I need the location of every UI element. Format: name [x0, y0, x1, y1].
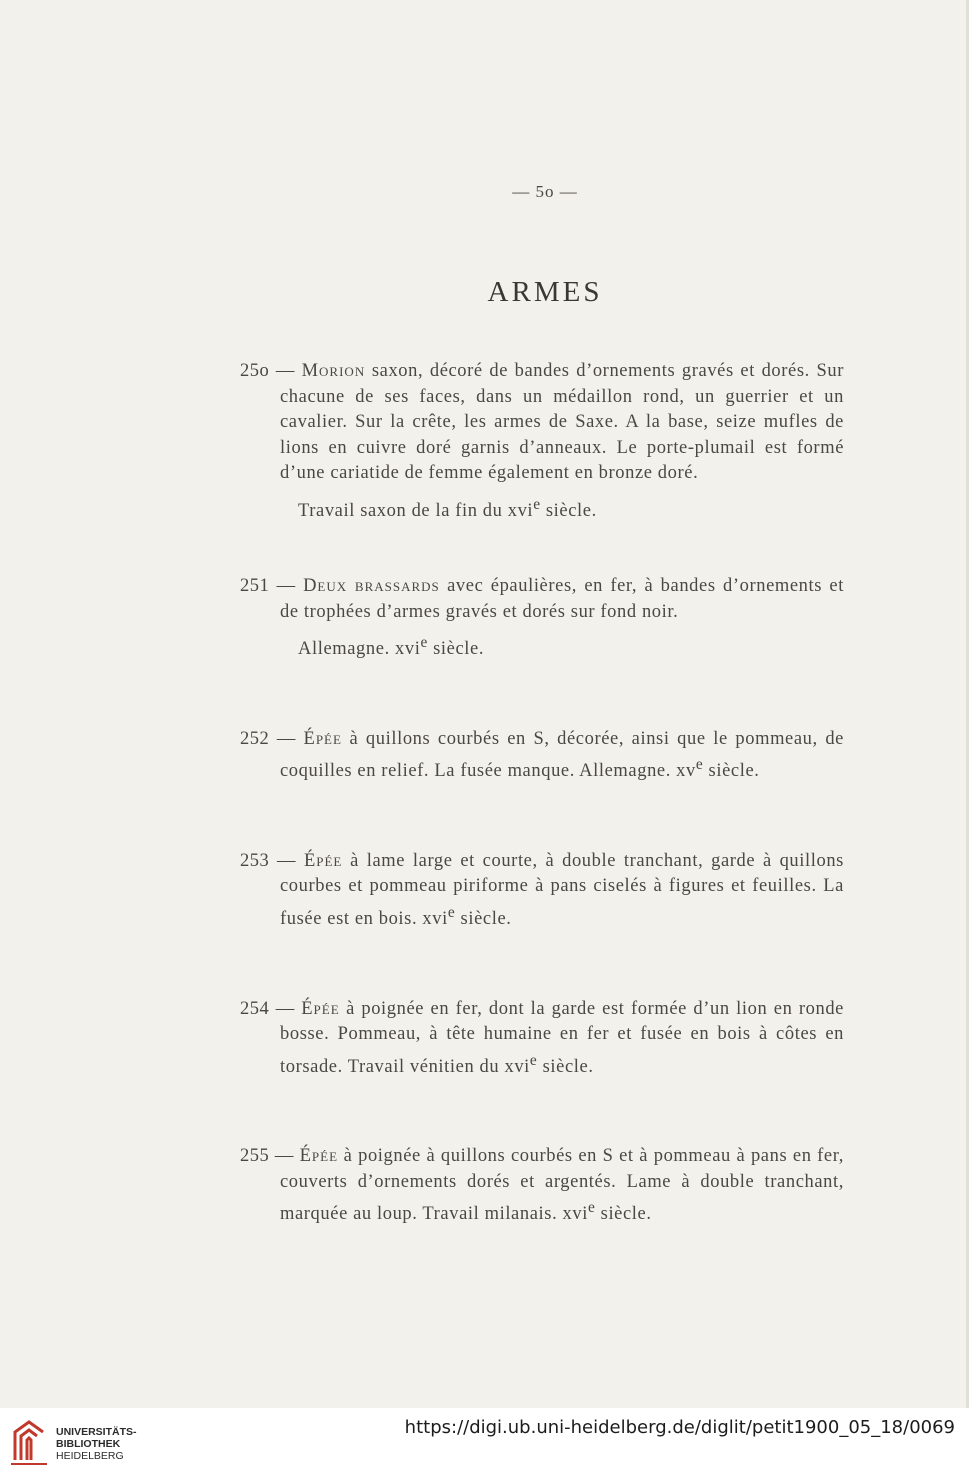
entry-dash: —	[269, 728, 304, 749]
library-name-line: HEIDELBERG	[56, 1450, 124, 1462]
catalogue-entry	[240, 849, 844, 933]
page-number: — 5o —	[512, 182, 578, 201]
library-name-line: BIBLIOTHEK	[56, 1438, 121, 1450]
entry-number: 251	[240, 576, 270, 597]
entry-sup: e	[587, 1199, 596, 1217]
entry-sup: e	[529, 1051, 538, 1069]
entry-heading: Épée	[299, 1146, 339, 1167]
entry-number: 252	[240, 728, 270, 749]
entry-note-end: siècle.	[427, 639, 485, 660]
entry-number: 253	[240, 850, 270, 871]
entry-text-end: siècle.	[537, 1056, 594, 1077]
entry-dash: —	[269, 361, 302, 381]
entry-text: à poignée à quillons courbés en S et à pommeau à pans en fer, couverts d’ornements dorés et argentés. Lame à double tranchant, marquée au loup. Travail milanais. xvi	[280, 1146, 844, 1225]
entry-text: à lame large et courte, à double tranchant, garde à quillons courbes et pommeau piriforme à pans ciselés à figures et feuilles. La fusée est en bois. xvi	[280, 850, 844, 930]
entry-note-sup: e	[420, 634, 428, 652]
entry-number: 254	[240, 998, 270, 1019]
entry-note-sup: e	[533, 495, 541, 513]
source-url-link[interactable]: https://digi.ub.uni-heidelberg.de/diglit/petit1900_05_18/0069	[404, 1417, 955, 1438]
entry-note	[280, 630, 844, 663]
entry-heading: Épée	[303, 728, 342, 749]
library-logo-icon	[9, 1416, 49, 1466]
catalogue-entries	[240, 359, 844, 1292]
entry-text: saxon, décoré de bandes d’ornements gravés et dorés. Sur chacune de ses faces, dans un médaillon rond, un guerrier et un cavalier. Sur la crête, les armes de Saxe. A la base, seize mufles de lions en cuivre doré garnis d’anneaux. Le porte-plumail est formé d’une cariatide de femme également en bronze doré.	[280, 361, 844, 483]
entry-heading: Épée	[301, 998, 340, 1019]
entry-text: avec épaulières, en fer, à bandes d’ornements et de trophées d’armes gravés et dorés sur fond noir.	[280, 576, 844, 622]
entry-text-end: siècle.	[595, 1204, 652, 1225]
entry-dash: —	[269, 998, 302, 1019]
entry-heading: Deux brassards	[303, 576, 440, 597]
library-name-line: UNIVERSITÄTS-	[56, 1426, 137, 1438]
entry-dash: —	[269, 1146, 300, 1167]
entry-sup: e	[695, 756, 704, 774]
catalogue-entry	[240, 359, 844, 524]
entry-dash: —	[269, 850, 304, 871]
entry-text-end: siècle.	[455, 909, 512, 930]
catalogue-entry	[240, 727, 844, 785]
entry-text: à poignée en fer, dont la garde est formée d’un lion en ronde bosse. Pommeau, à tête humaine en fer et fusée en bois à côtes en torsade. Travail vénitien du xvi	[280, 998, 844, 1077]
entry-dash: —	[269, 576, 304, 597]
entry-note-text: Travail saxon de la fin du xvi	[298, 500, 534, 521]
entry-note-end: siècle.	[540, 500, 597, 521]
library-name	[56, 1426, 137, 1462]
catalogue-entry	[240, 1144, 844, 1228]
entry-sup: e	[447, 903, 456, 921]
entry-number: 255	[240, 1146, 270, 1167]
entry-number: 25o	[240, 361, 270, 381]
catalogue-entry	[240, 574, 844, 663]
footer-bar	[0, 1408, 969, 1477]
entry-text-end: siècle.	[703, 761, 760, 782]
entry-note	[280, 492, 844, 525]
catalogue-entry	[240, 997, 844, 1081]
entry-heading: Morion	[301, 361, 366, 381]
entry-text: à quillons courbés en S, décorée, ainsi que le pommeau, de coquilles en relief. La fusée manque. Allemagne. xv	[280, 728, 844, 782]
entry-note-text: Allemagne. xvi	[298, 639, 421, 660]
entry-heading: Épée	[303, 850, 343, 871]
section-title: ARMES	[487, 276, 603, 308]
